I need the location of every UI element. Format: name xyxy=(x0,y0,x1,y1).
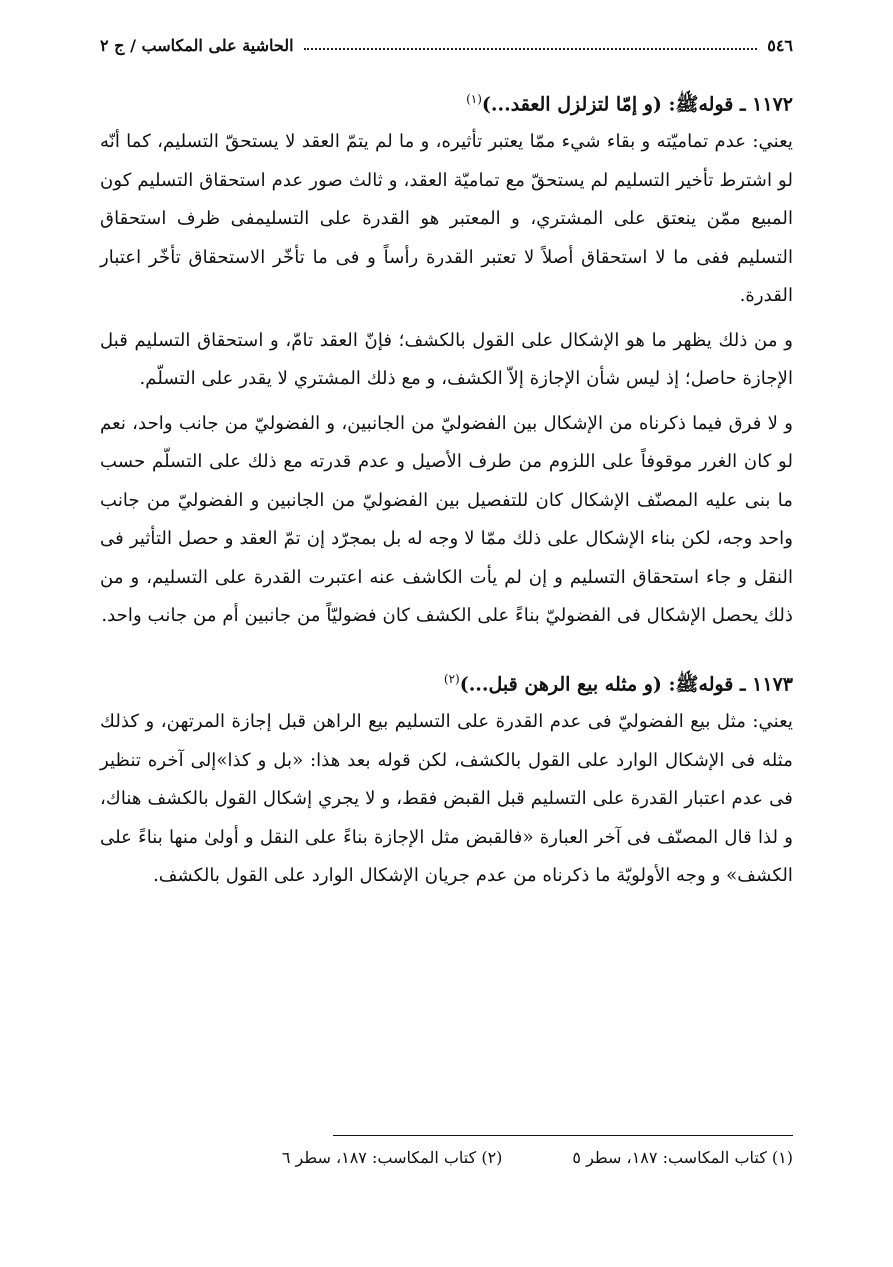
page-number: ٥٤٦ xyxy=(767,35,793,55)
paragraph: يعني: مثل بيع الفضوليّ فى عدم القدرة على التسليم بيع الراهن قبل إجازة المرتهن، و كذلك مثله فى الإشكال الوارد على القول بالكشف، لكن قوله بعد هذا: «بل و كذا»إلى آخره تنظير فى عدم اعتبار القدرة على التسليم قبل القبض فقط، و لا يجري إشكال القول بالكشف هناك، و لذا قال المصنّف فى آخر العبارة «فالقبض مثل الإجازة بناءً على النقل و أولىٰ منها بناءً على الكشف» و وجه الأولويّة ما ذكرناه من عدم جريان الإشكال الوارد على القول بالكشف. xyxy=(100,711,793,887)
footnote-ref-2: (٢) xyxy=(443,671,460,686)
running-title: الحاشية على المكاسب / ج ٢ xyxy=(100,35,294,55)
page-header xyxy=(100,30,793,60)
footnote-1: (١) كتاب المكاسب: ١٨٧، سطر ٥ xyxy=(572,1148,793,1167)
paragraph: و لا فرق فيما ذكرناه من الإشكال بين الفضوليّ من الجانبين، و الفضوليّ من جانب واحد، نعم لو كان الغرر موقوفاً على اللزوم من طرف الأصيل و عدم قدرته مع ذلك على التسلّم حسب ما بنى عليه المصنّف الإشكال كان للتفصيل بين الفضوليّ من الجانبين و الفضوليّ من جانب واحد وجه، لكن بناء الإشكال على ذلك ممّا لا وجه له بل بمجرّد إن تمّ العقد و حصل التأثير فى النقل و جاء استحقاق التسليم و إن لم يأت الكاشف عنه اعتبرت القدرة على التسليم، و من ذلك يحصل الإشكال فى الفضوليّ بناءً على الكشف كان فضوليّاً من جانبين أم من جانب واحد. xyxy=(100,412,793,627)
footnote-divider xyxy=(333,1135,793,1136)
heading-text: ١١٧٣ ـ قولهﷺ: (و مثله بيع الرهن قبل...) xyxy=(459,673,793,696)
paragraph: و من ذلك يظهر ما هو الإشكال على القول بالكشف؛ فإنّ العقد تامّ، و استحقاق التسليم قبل الإجازة حاصل؛ إذ ليس شأن الإجازة إلاّ الكشف، و مع ذلك المشتري لا يقدر على التسلّم. xyxy=(100,329,793,390)
footnote-ref-1: (١) xyxy=(466,92,482,106)
heading-text: ١١٧٢ ـ قولهﷺ: (و إمّا لتزلزل العقد...) xyxy=(481,93,793,116)
section-heading-1173 xyxy=(100,662,793,701)
paragraph: يعني: عدم تماميّته و بقاء شيء ممّا يعتبر تأثيره، و ما لم يتمّ العقد لا يستحقّ التسليم، كما أنّه لو اشترط تأخير التسليم لم يستحقّ مع تماميّة العقد، و ثالث صور عدم استحقاق التسليم كون المبيع ممّن ينعتق على المشتري، و المعتبر هو القدرة على التسليمفى ظرف استحقاق التسليم ففى ما لا استحقاق أصلاً لا تعتبر القدرة رأساً و فى ما تأخّر الاستحقاق تأخّر اعتبار القدرة. xyxy=(100,131,793,307)
main-text xyxy=(100,82,793,902)
header-leader-dots xyxy=(304,40,758,50)
section-heading-1172 xyxy=(100,82,793,121)
footnote-2: (٢) كتاب المكاسب: ١٨٧، سطر ٦ xyxy=(281,1148,503,1167)
footnotes xyxy=(210,1148,793,1167)
